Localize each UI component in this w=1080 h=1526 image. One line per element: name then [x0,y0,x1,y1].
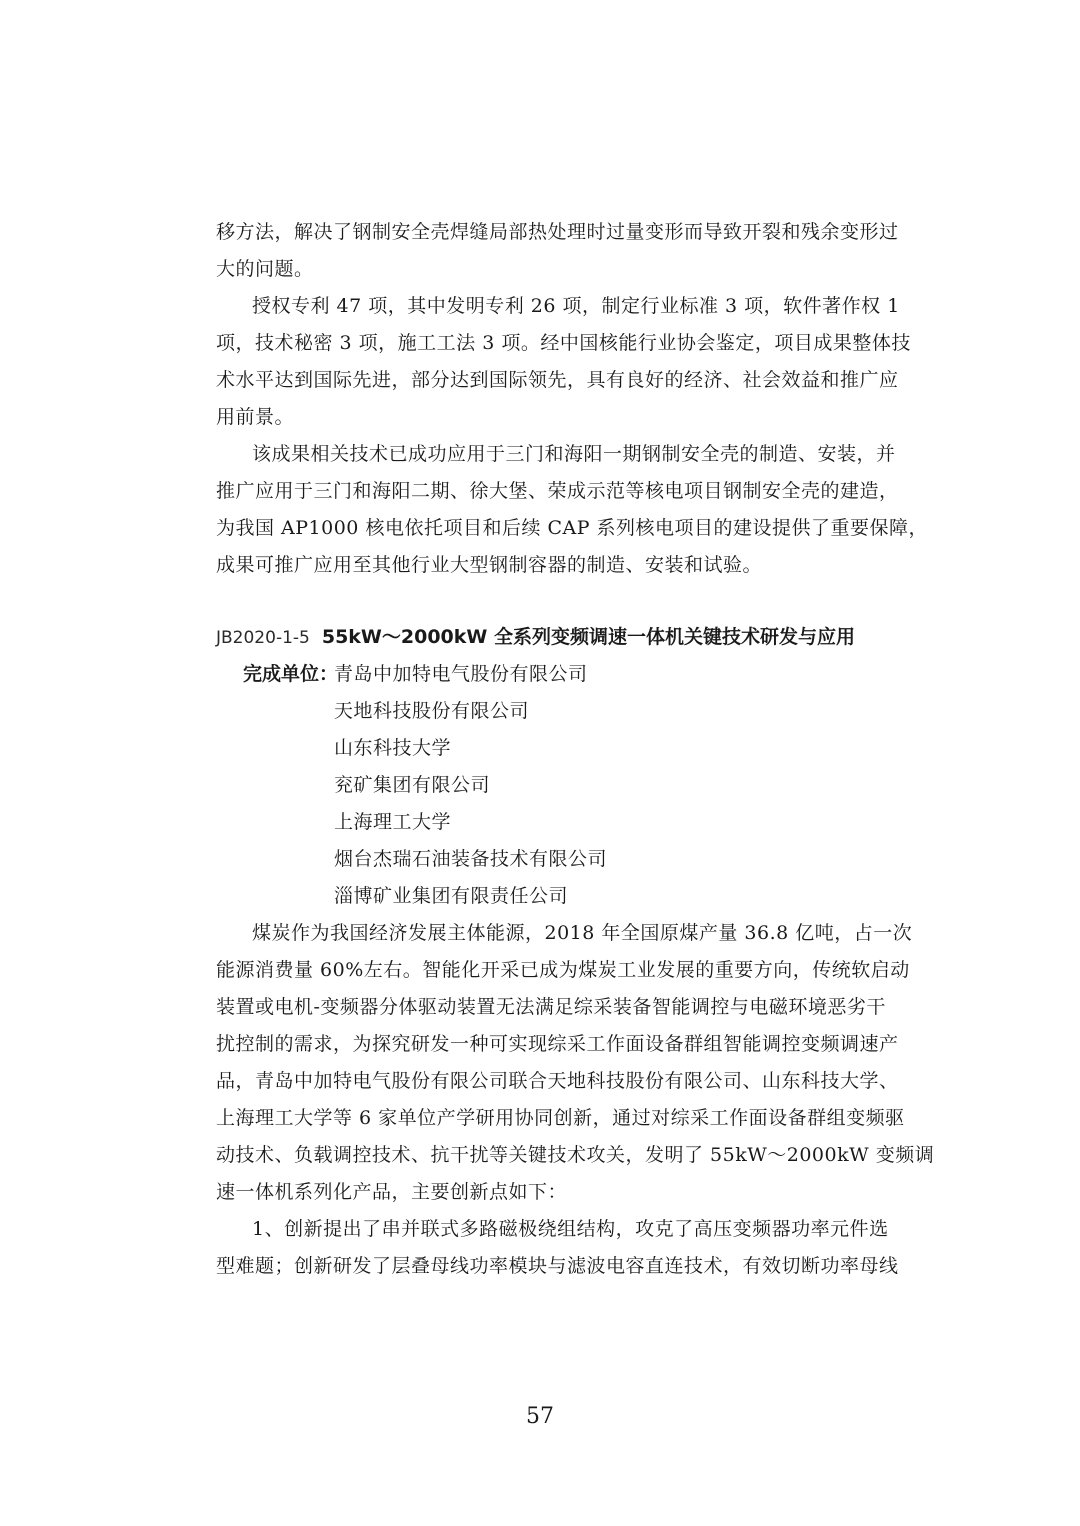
section-title: 55kW～2000kW 全系列变频调速一体机关键技术研发与应用 [321,626,855,648]
unit-item: 山东科技大学 [334,737,452,759]
unit-item: 天地科技股份有限公司 [334,700,530,722]
paragraph-line: 移方法，解决了钢制安全壳焊缝局部热处理时过量变形而导致开裂和残余变形过 [216,221,899,243]
paragraph-line: 品，青岛中加特电气股份有限公司联合天地科技股份有限公司、山东科技大学、 [216,1070,899,1092]
unit-item: 烟台杰瑞石油装备技术有限公司 [334,848,608,870]
units-label: 完成单位： [243,663,339,685]
section-code: JB2020-1-5 [216,628,310,648]
paragraph-line: 装置或电机-变频器分体驱动装置无法满足综采装备智能调控与电磁环境恶劣干 [216,996,886,1018]
page-number: 57 [526,1404,554,1429]
paragraph-line: 项，技术秘密 3 项，施工工法 3 项。经中国核能行业协会鉴定，项目成果整体技 [216,332,911,354]
paragraph-line: 该成果相关技术已成功应用于三门和海阳一期钢制安全壳的制造、安装，并 [252,443,896,465]
paragraph-line: 上海理工大学等 6 家单位产学研用协同创新，通过对综采工作面设备群组变频驱 [216,1107,905,1129]
paragraph-line: 扰控制的需求，为探究研发一种可实现综采工作面设备群组智能调控变频调速产 [216,1033,899,1055]
paragraph-line: 成果可推广应用至其他行业大型钢制容器的制造、安装和试验。 [216,554,763,576]
paragraph-line: 动技术、负载调控技术、抗干扰等关键技术攻关，发明了 55kW～2000kW 变频调 [216,1144,935,1166]
paragraph-line: 推广应用于三门和海阳二期、徐大堡、荣成示范等核电项目钢制安全壳的建造， [216,480,899,502]
paragraph-line: 1、创新提出了串并联式多路磁极绕组结构，攻克了高压变频器功率元件选 [252,1218,889,1240]
paragraph-line: 型难题；创新研发了层叠母线功率模块与滤波电容直连技术，有效切断功率母线 [216,1255,899,1277]
section-heading [216,624,866,651]
unit-item: 上海理工大学 [334,811,452,833]
unit-item: 淄博矿业集团有限责任公司 [334,885,569,907]
paragraph-line: 大的问题。 [216,258,314,280]
unit-item: 兖矿集团有限公司 [334,774,491,796]
paragraph-line: 速一体机系列化产品，主要创新点如下： [216,1181,568,1203]
paragraph-line: 煤炭作为我国经济发展主体能源，2018 年全国原煤产量 36.8 亿吨，占一次 [252,922,913,944]
paragraph-line: 为我国 AP1000 核电依托项目和后续 CAP 系列核电项目的建设提供了重要保障， [216,517,929,539]
unit-item: 青岛中加特电气股份有限公司 [334,663,588,685]
paragraph-line: 术水平达到国际先进，部分达到国际领先，具有良好的经济、社会效益和推广应 [216,369,899,391]
paragraph-line: 授权专利 47 项，其中发明专利 26 项，制定行业标准 3 项，软件著作权 1 [252,295,900,317]
paragraph-line: 用前景。 [216,406,295,428]
paragraph-line: 能源消费量 60%左右。智能化开采已成为煤炭工业发展的重要方向，传统软启动 [216,959,910,981]
